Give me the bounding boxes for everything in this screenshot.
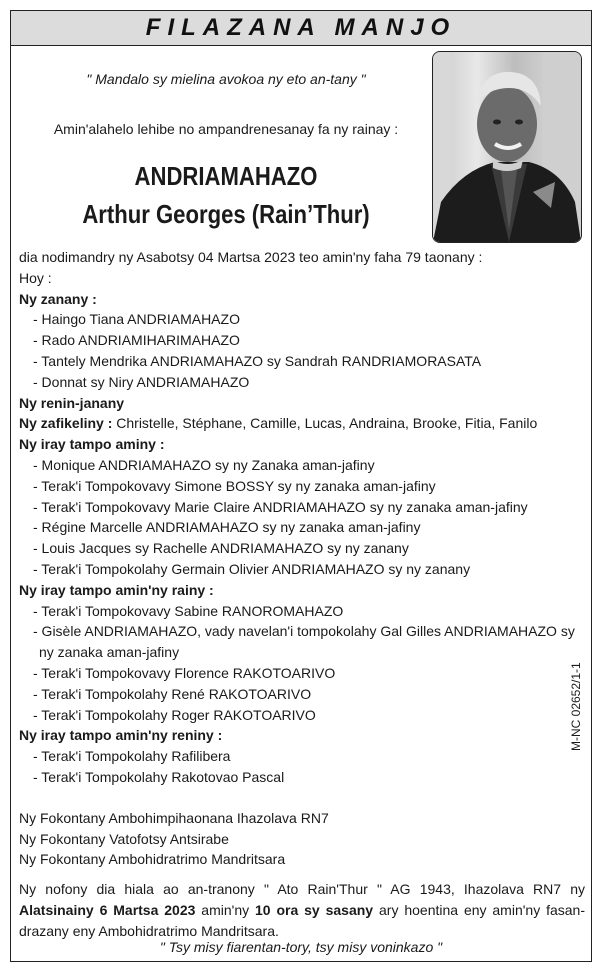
list-item: - Terak'i Tompokovavy Sabine RANOROMAHAZO	[33, 602, 344, 619]
list-item: - Louis Jacques sy Rachelle ANDRIAMAHAZO sy ny zanany	[33, 540, 409, 557]
hoy-label: Hoy :	[19, 269, 52, 286]
grandchildren-list: Christelle, Stéphane, Camille, Lucas, Andraina, Brooke, Fitia, Fanilo	[116, 415, 538, 432]
motto-bottom: " Tsy misy fiarentan-tory, tsy misy voninkazo "	[159, 939, 443, 955]
list-item: - Terak'i Tompokolahy Rafilibera	[33, 748, 231, 765]
grandchildren-line	[19, 413, 585, 434]
fokontany-item: Ny Fokontany Vatofotsy Antsirabe	[19, 830, 229, 847]
deceased-given-names: Arthur Georges (Rain’Thur)	[82, 199, 370, 229]
deceased-surname: ANDRIAMAHAZO	[134, 161, 318, 191]
grandchildren-heading: Ny zafikeliny :	[19, 415, 113, 432]
funeral-text-3: ary hoentina eny amin'ny fasan-drazany eny Ambohidratrimo Mandritsara.	[19, 901, 586, 939]
notice-body	[19, 247, 585, 870]
siblings-heading: Ny iray tampo aminy :	[19, 436, 165, 453]
notice-frame	[10, 10, 592, 962]
spacer	[19, 788, 585, 808]
list-item: - Terak'i Tompokolahy Germain Olivier ANDRIAMAHAZO sy ny zanany	[33, 560, 471, 577]
list-item: - Haingo Tiana ANDRIAMAHAZO	[33, 311, 240, 328]
funeral-details	[19, 879, 585, 941]
list-item-continuation: ny zanaka aman-jafiny	[39, 644, 180, 661]
funeral-time: 10 ora sy sasany	[255, 901, 374, 918]
fokontany-item: Ny Fokontany Ambohidratrimo Mandritsara	[19, 851, 286, 868]
list-item: - Terak'i Tompokovavy Simone BOSSY sy ny zanaka aman-jafiny	[33, 477, 436, 494]
death-announcement: dia nodimandry ny Asabotsy 04 Martsa 2023 teo amin'ny faha 79 taonany :	[19, 249, 483, 265]
list-item: - Rado ANDRIAMIHARIMAHAZO	[33, 332, 240, 349]
list-item: - Régine Marcelle ANDRIAMAHAZO sy ny zanaka aman-jafiny	[33, 519, 421, 536]
children-heading: Ny zanany :	[19, 290, 97, 307]
list-item: - Monique ANDRIAMAHAZO sy ny Zanaka aman-jafiny	[33, 456, 375, 473]
funeral-date: Alatsinainy 6 Martsa 2023	[19, 901, 196, 918]
banner-title: FILAZANA MANJO	[11, 11, 591, 46]
list-item: - Donnat sy Niry ANDRIAMAHAZO	[33, 373, 250, 390]
list-item: - Gisèle ANDRIAMAHAZO, vady navelan'i tompokolahy Gal Gilles ANDRIAMAHAZO sy	[33, 623, 575, 640]
portrait-illustration	[433, 52, 581, 242]
fokontany-item: Ny Fokontany Ambohimpihaonana Ihazolava RN7	[19, 809, 329, 826]
list-item: - Terak'i Tompokolahy Roger RAKOTOARIVO	[33, 706, 316, 723]
intro-text: Amin'alahelo lehibe no ampandrenesanay fa ny rainay :	[53, 121, 399, 137]
motto-top: " Mandalo sy mielina avokoa ny eto an-tany "	[86, 71, 366, 87]
list-item: - Terak'i Tompokolahy René RAKOTOARIVO	[33, 685, 312, 702]
father-siblings-heading: Ny iray tampo amin'ny rainy :	[19, 581, 214, 598]
funeral-text-1: Ny nofony dia hiala ao an-tranony " Ato Rain'Thur " AG 1943, Ihazolava RN7 ny	[19, 881, 585, 897]
reference-code: M-NC 02652/1-1	[569, 662, 583, 751]
list-item: - Terak'i Tompokolahy Rakotovao Pascal	[33, 768, 285, 785]
portrait-photo	[432, 51, 582, 243]
grandparents-heading: Ny renin-janany	[19, 394, 125, 411]
funeral-text-2: amin'ny	[195, 901, 256, 918]
mother-siblings-heading: Ny iray tampo amin'ny reniny :	[19, 727, 223, 744]
list-item: - Tantely Mendrika ANDRIAMAHAZO sy Sandrah RANDRIAMORASATA	[33, 352, 482, 369]
list-item: - Terak'i Tompokovavy Marie Claire ANDRIAMAHAZO sy ny zanaka aman-jafiny	[33, 498, 528, 515]
list-item: - Terak'i Tompokovavy Florence RAKOTOARIVO	[33, 664, 336, 681]
